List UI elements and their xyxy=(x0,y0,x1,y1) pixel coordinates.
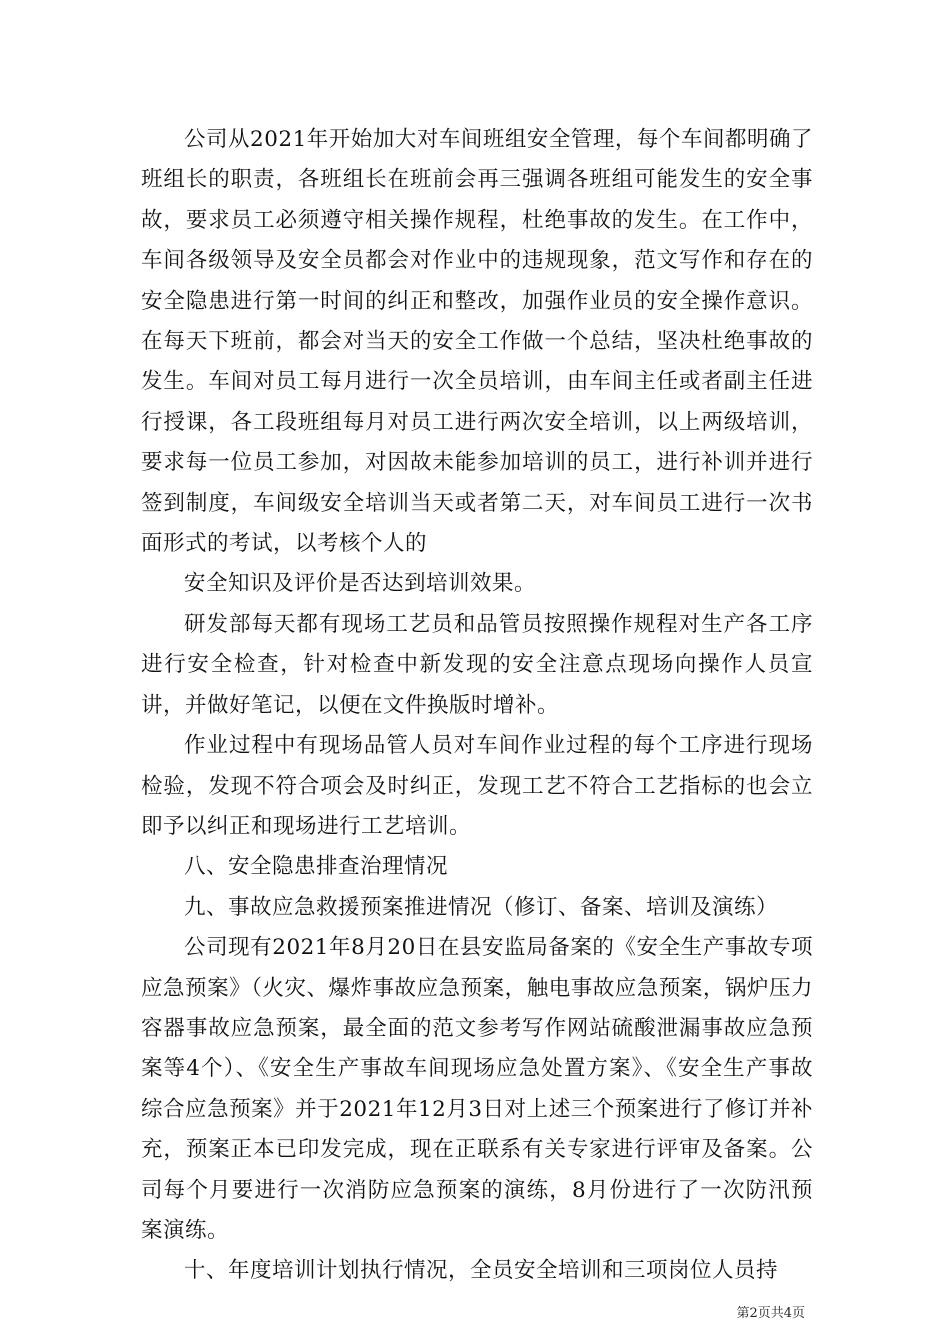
section-heading-hazard-investigation: 八、安全隐患排查治理情况 xyxy=(184,854,449,880)
paragraph-process-inspection: 作业过程中有现场品管人员对车间作业过程的每个工序进行现场检验，发现不符合项会及时纠正，发现工艺不符合工艺指标的也会立即予以纠正和现场进行工艺培训。 xyxy=(141,733,813,839)
paragraph-emergency-plans: 公司现有2021年8月20日在县安监局备案的《安全生产事故专项应急预案》（火灾、爆炸事故应急预案，触电事故应急预案，锅炉压力容器事故应急预案，最全面的范文参考写作网站硫酸泄漏事故应急预案等4个）、《安全生产事故车间现场应急处置方案》、《安全生产事故综合应急预案》并于2021年12月3日对上述三个预案进行了修订并补充，预案正本已印发完成，现在正联系有关专家进行评审及备案。公司每个月要进行一次消防应急预案的演练，8月份进行了一次防汛预案演练。 xyxy=(141,935,813,1243)
document-body xyxy=(141,120,813,1292)
paragraph-rd-inspection: 研发部每天都有现场工艺员和品管员按照操作规程对生产各工序进行安全检查，针对检查中新发现的安全注意点现场向操作人员宣讲，并做好笔记，以便在文件换版时增补。 xyxy=(141,611,813,718)
paragraph-team-safety-management: 公司从2021年开始加大对车间班组安全管理，每个车间都明确了班组长的职责，各班组长在班前会再三强调各班组可能发生的安全事故，要求员工必须遵守相关操作规程，杜绝事故的发生。在工作中，车间各级领导及安全员都会对作业中的违规现象，范文写作和存在的安全隐患进行第一时间的纠正和整改，加强作业员的安全操作意识。在每天下班前，都会对当天的安全工作做一个总结，坚决杜绝事故的发生。车间对员工每月进行一次全员培训，由车间主任或者副主任进行授课，各工段班组每月对员工进行两次安全培训，以上两级培训，要求每一位员工参加，对因故未能参加培训的员工，进行补训并进行签到制度，车间级安全培训当天或者第二天，对车间员工进行一次书面形式的考试，以考核个人的 xyxy=(141,127,813,557)
section-heading-annual-training: 十、年度培训计划执行情况，全员安全培训和三项岗位人员持 xyxy=(184,1258,779,1284)
page-number: 第2页共4页 xyxy=(736,1306,805,1321)
paragraph-training-effect: 安全知识及评价是否达到培训效果。 xyxy=(184,571,537,597)
section-heading-emergency-plan: 九、事故应急救援预案推进情况（修订、备案、培训及演练） xyxy=(184,894,779,920)
